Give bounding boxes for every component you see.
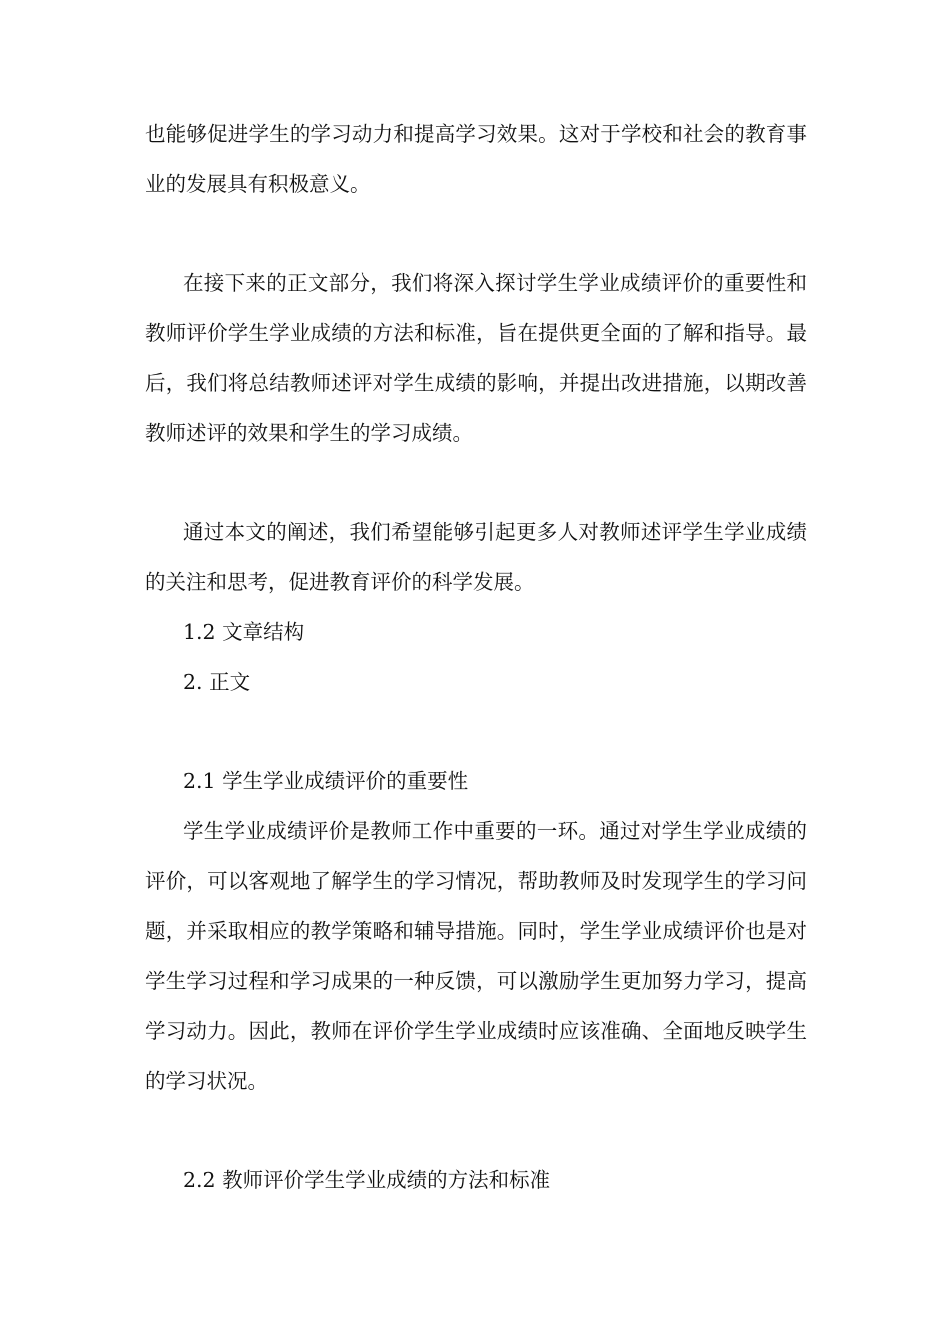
paragraph-3-line-1: 通过本文的阐述，我们希望能够引起更多人对教师述评学生学业成绩 (183, 520, 807, 544)
section-heading-1-2: 1.2 文章结构 (183, 620, 305, 644)
paragraph-1-line-1: 也能够促进学生的学习动力和提高学习效果。这对于学校和社会的教育事 (145, 122, 807, 146)
paragraph-2-line-1: 在接下来的正文部分，我们将深入探讨学生学业成绩评价的重要性和 (183, 271, 807, 295)
section-heading-2-2: 2.2 教师评价学生学业成绩的方法和标准 (183, 1168, 551, 1192)
paragraph-2-line-3: 后，我们将总结教师述评对学生成绩的影响，并提出改进措施，以期改善 (145, 371, 807, 395)
paragraph-2-line-2: 教师评价学生学业成绩的方法和标准，旨在提供更全面的了解和指导。最 (145, 321, 807, 345)
paragraph-4-line-5: 学习动力。因此，教师在评价学生学业成绩时应该准确、全面地反映学生 (145, 1019, 807, 1043)
paragraph-2-line-4: 教师述评的效果和学生的学习成绩。 (145, 421, 473, 445)
section-heading-2-1: 2.1 学生学业成绩评价的重要性 (183, 769, 469, 793)
paragraph-4-line-4: 学生学习过程和学习成果的一种反馈，可以激励学生更加努力学习，提高 (145, 969, 807, 993)
section-heading-2: 2. 正文 (183, 670, 251, 694)
paragraph-4-line-6: 的学习状况。 (145, 1069, 268, 1093)
paragraph-3-line-2: 的关注和思考，促进教育评价的科学发展。 (145, 570, 535, 594)
paragraph-4-line-3: 题，并采取相应的教学策略和辅导措施。同时，学生学业成绩评价也是对 (145, 919, 807, 943)
paragraph-1-line-2: 业的发展具有积极意义。 (145, 172, 371, 196)
paragraph-4-line-2: 评价，可以客观地了解学生的学习情况，帮助教师及时发现学生的学习问 (145, 869, 807, 893)
paragraph-4-line-1: 学生学业成绩评价是教师工作中重要的一环。通过对学生学业成绩的 (183, 819, 807, 843)
